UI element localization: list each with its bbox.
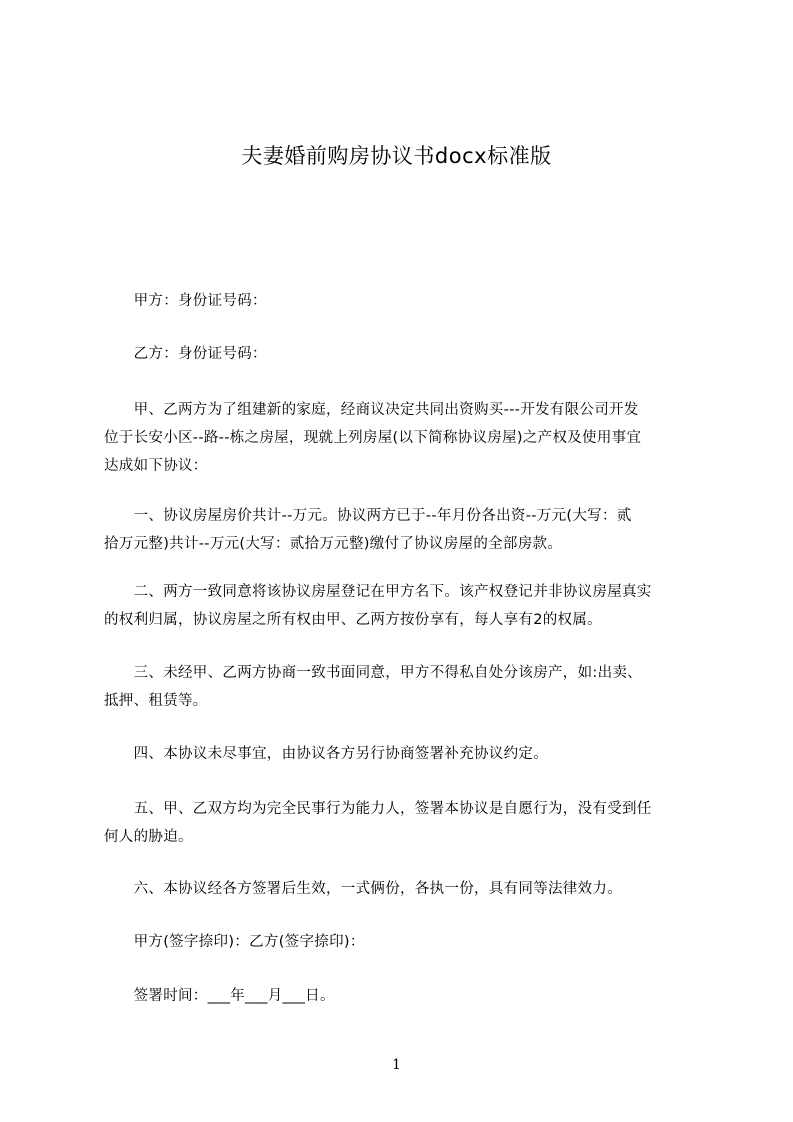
document-title: 夫妻婚前购房协议书docx标准版 — [241, 144, 552, 168]
clause-3-paragraph — [104, 659, 704, 715]
paragraph-line: 的权利归属，协议房屋之所有权由甲、乙两方按份享有，每人享有2的权属。 — [104, 612, 602, 628]
paragraph-line: 六、本协议经各方签署后生效，一式俩份，各执一份，具有同等法律效力。 — [104, 881, 622, 897]
paragraph-line: 四、本协议未尽事宜，由协议各方另行协商签署补充协议约定。 — [104, 746, 548, 762]
paragraph-line: 一、协议房屋房价共计--万元。协议两方已于--年月份各出资--万元(大写：贰 — [104, 508, 632, 524]
page-number: 1 — [392, 1057, 401, 1073]
paragraph-line: 二、两方一致同意将该协议房屋登记在甲方名下。该产权登记并非协议房屋真实 — [104, 584, 652, 600]
clause-1-paragraph — [104, 502, 704, 558]
paragraph-line: 拾万元整)共计--万元(大写：贰拾万元整)缴付了协议房屋的全部房款。 — [104, 536, 563, 552]
paragraph-line: 甲方：身份证号码： — [104, 293, 267, 309]
party-a-line — [104, 287, 704, 315]
paragraph-line: 甲、乙两方为了组建新的家庭，经商议决定共同出资购买---开发有限公司开发 — [104, 402, 639, 418]
paragraph-line: 位于长安小区--路--栋之房屋，现就上列房屋(以下简称协议房屋)之产权及使用事宜 — [104, 430, 642, 446]
clause-4-paragraph — [104, 740, 704, 768]
signing-date-line — [104, 982, 704, 1010]
paragraph-line: 三、未经甲、乙两方协商一致书面同意，甲方不得私自处分该房产，如:出卖、 — [104, 665, 642, 681]
clause-2-paragraph — [104, 578, 704, 634]
preamble-paragraph — [104, 396, 704, 480]
paragraph-line: 甲方(签字捺印)：乙方(签字捺印)： — [104, 934, 365, 950]
paragraph-line: 何人的胁迫。 — [104, 829, 193, 845]
paragraph-line: 签署时间：___年___月___日。 — [104, 988, 335, 1004]
signature-line — [104, 928, 704, 956]
paragraph-line: 抵押、租赁等。 — [104, 693, 208, 709]
clause-5-paragraph — [104, 795, 704, 851]
paragraph-line: 达成如下协议： — [104, 458, 208, 474]
clause-6-paragraph — [104, 875, 704, 903]
party-b-line — [104, 340, 704, 368]
paragraph-line: 乙方：身份证号码： — [104, 346, 267, 362]
paragraph-line: 五、甲、乙双方均为完全民事行为能力人，签署本协议是自愿行为，没有受到任 — [104, 801, 652, 817]
